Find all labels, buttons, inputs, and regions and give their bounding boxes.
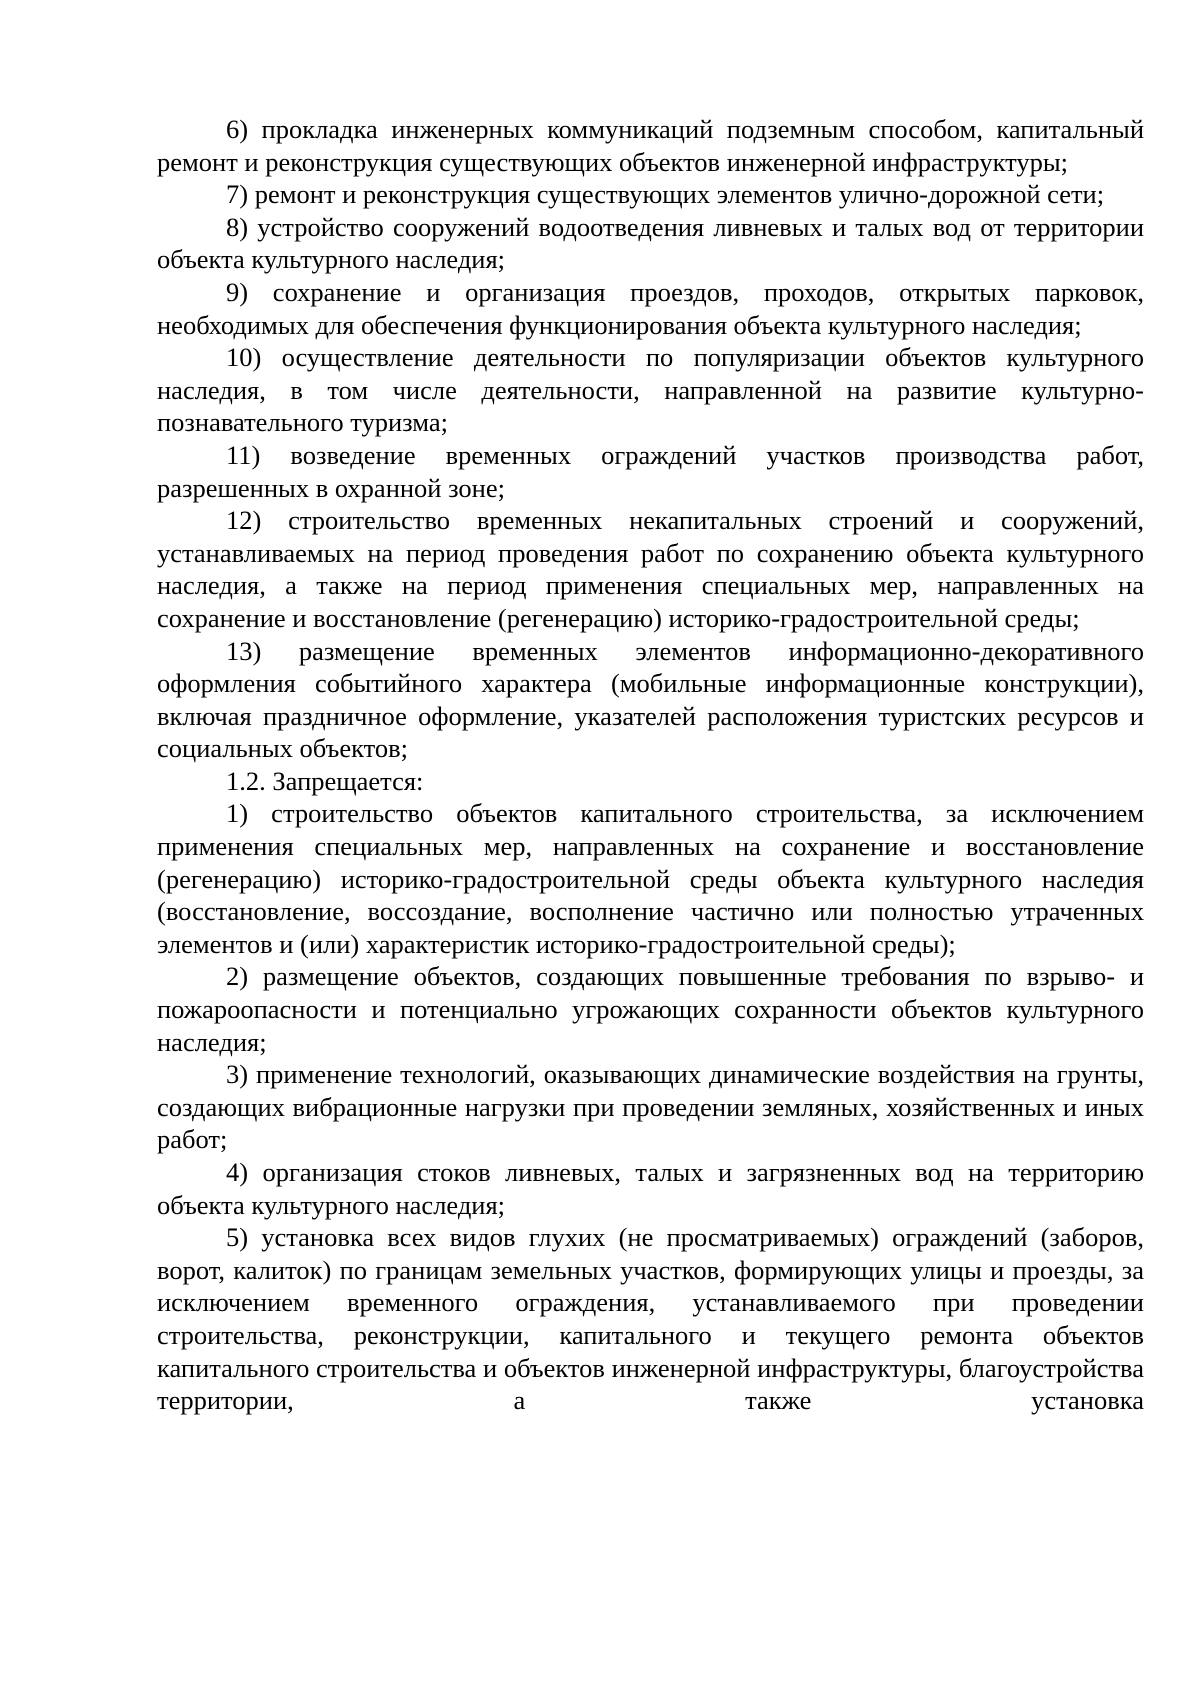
prohibited-item-1-construction: 1) строительство объектов капитального строительства, за исключением применения специальных мер, направленных на сохранение и восстановление (регенерацию) историко-градостроительной среды объекта культурного наследия (восстановление, воссоздание, восполнение частично или полностью утраченных элементов и (или) характеристик историко-градостроительной среды); bbox=[157, 798, 1144, 959]
prohibited-item-2-hazardous-objects: 2) размещение объектов, создающих повышенные требования по взрыво- и пожароопасности и потенциально угрожающих сохранности объектов культурного наследия; bbox=[157, 961, 1144, 1057]
list-item-11-temporary-fences: 11) возведение временных ограждений участков производства работ, разрешенных в охранной зоне; bbox=[157, 439, 1144, 503]
prohibited-item-4-runoff: 4) организация стоков ливневых, талых и загрязненных вод на территорию объекта культурного наследия; bbox=[157, 1157, 1144, 1220]
document-body bbox=[157, 113, 1144, 1417]
list-item-7-road-repair: 7) ремонт и реконструкция существующих элементов улично-дорожной сети; bbox=[226, 179, 1105, 210]
list-item-10-popularization: 10) осуществление деятельности по популяризации объектов культурного наследия, в том числе деятельности, направленной на развитие культурно-познавательного туризма; bbox=[157, 342, 1144, 438]
list-item-13-decorative-elements: 13) размещение временных элементов информационно-декоративного оформления событийного характера (мобильные информационные конструкции), включая праздничное оформление, указателей расположения туристских ресурсов и социальных объектов; bbox=[157, 635, 1144, 764]
section-heading-prohibited: 1.2. Запрещается: bbox=[226, 765, 424, 796]
prohibited-item-3-dynamic-impact: 3) применение технологий, оказывающих динамические воздействия на грунты, создающих вибрационные нагрузки при проведении земляных, хозяйственных и иных работ; bbox=[157, 1059, 1144, 1155]
list-item-6-utilities: 6) прокладка инженерных коммуникаций подземным способом, капитальный ремонт и реконструкция существующих объектов инженерной инфраструктуры; bbox=[157, 114, 1144, 177]
list-item-12-temporary-structures: 12) строительство временных некапитальных строений и сооружений, устанавливаемых на период проведения работ по сохранению объекта культурного наследия, а также на период применения специальных мер, направленных на сохранение и восстановление (регенерацию) историко-градостроительной среды; bbox=[157, 505, 1144, 633]
list-item-9-passages-parking: 9) сохранение и организация проездов, проходов, открытых парковок, необходимых для обеспечения функционирования объекта культурного наследия; bbox=[157, 276, 1144, 340]
list-item-8-drainage: 8) устройство сооружений водоотведения ливневых и талых вод от территории объекта культурного наследия; bbox=[157, 211, 1144, 275]
prohibited-item-5-solid-fences: 5) установка всех видов глухих (не просматриваемых) ограждений (заборов, ворот, калиток) по границам земельных участков, формирующих улицы и проезды, за исключением временного ограждения, устанавливаемого при проведении строительства, реконструкции, капитального и текущего ремонта объектов капитального строительства и объектов инженерной инфраструктуры, благоустройства территории, а также установка bbox=[157, 1222, 1144, 1416]
